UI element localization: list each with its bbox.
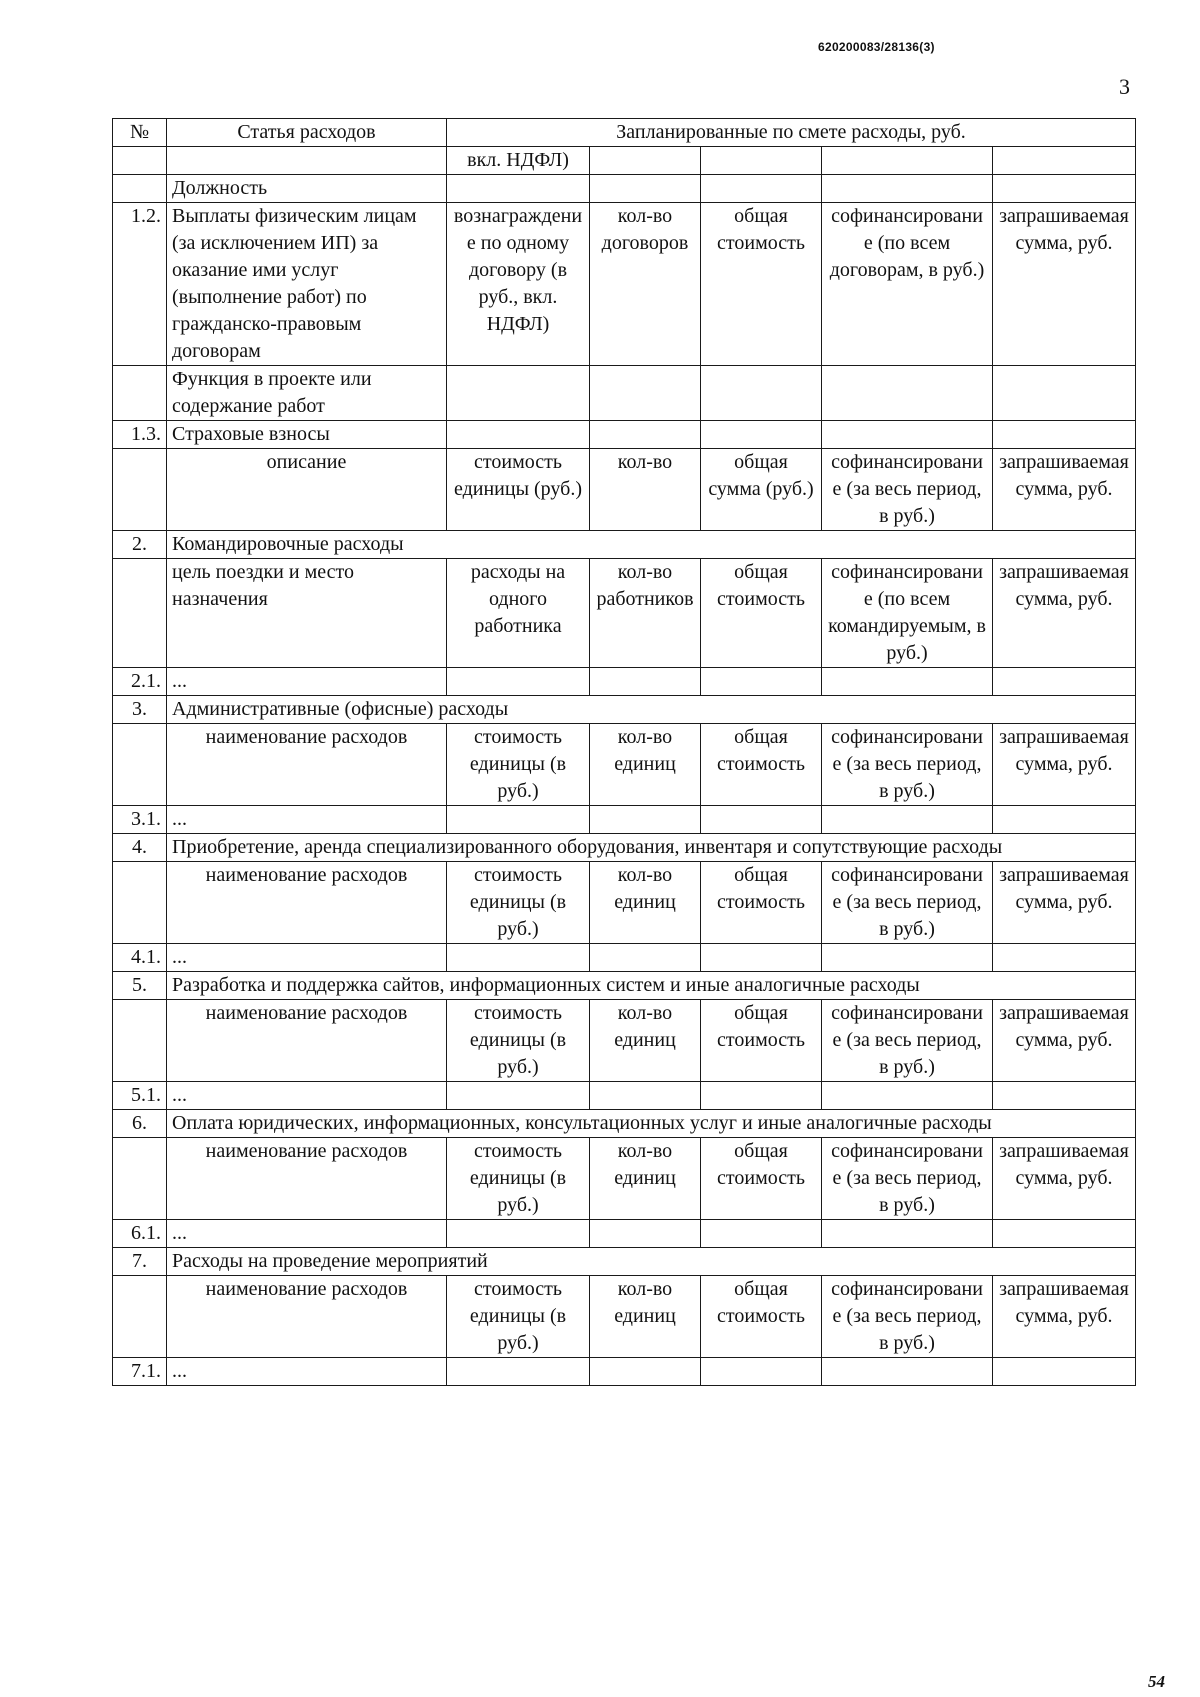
document-id: 620200083/28136(3) [818,40,935,54]
column-total-header: общая стоимость [701,1276,822,1358]
section-title: Выплаты физическим лицам (за исключением ИП) за оказание ими услуг (выполнение работ) по гражданско-правовым договорам [167,203,447,366]
section-number: 7. [113,1248,167,1276]
column-total-header: общая стоимость [701,862,822,944]
section-6-title-row [113,1110,1136,1138]
section-number: 5. [113,972,167,1000]
section-title: Командировочные расходы [167,531,1136,559]
section-title: Расходы на проведение мероприятий [167,1248,1136,1276]
column-requested-header: запрашиваемая сумма, руб. [993,724,1136,806]
column-total-header: общая стоимость [701,559,822,668]
description-header: наименование расходов [167,1000,447,1082]
column-quantity-header: кол-во договоров [590,203,701,366]
section-number: 4. [113,834,167,862]
column-cost-header: стоимость единицы (в руб.) [447,1000,590,1082]
column-total-header: общая стоимость [701,1138,822,1220]
column-item-header: Статья расходов [167,119,447,147]
column-cofinancing-header: софинансирование (за весь период, в руб.) [822,1000,993,1082]
section-number: 6. [113,1110,167,1138]
column-requested-header: запрашиваемая сумма, руб. [993,1000,1136,1082]
section-title: Оплата юридических, информационных, консультационных услуг и иные аналогичные расходы [167,1110,1136,1138]
row-number: 3.1. [113,806,167,834]
description-header: наименование расходов [167,1276,447,1358]
column-requested-header: запрашиваемая сумма, руб. [993,559,1136,668]
section-1-3-title-row [113,421,1136,449]
section-7-title-row [113,1248,1136,1276]
section-title: Разработка и поддержка сайтов, информационных систем и иные аналогичные расходы [167,972,1136,1000]
row-ellipsis: ... [167,668,447,696]
column-quantity-header: кол-во единиц [590,1138,701,1220]
column-cost-header: вознаграждение по одному договору (в руб., вкл. НДФЛ) [447,203,590,366]
section-5-item-row [113,1082,1136,1110]
position-label: Должность [167,175,447,203]
section-number: 3. [113,696,167,724]
row-number: 6.1. [113,1220,167,1248]
row-ellipsis: ... [167,1082,447,1110]
section-4-title-row [113,834,1136,862]
section-4-header-row [113,862,1136,944]
section-7-header-row [113,1276,1136,1358]
section-3-item-row [113,806,1136,834]
column-cofinancing-header: софинансирование (за весь период, в руб.) [822,1276,993,1358]
section-4-item-row [113,944,1136,972]
column-cost-header: стоимость единицы (в руб.) [447,1276,590,1358]
column-cost-header: стоимость единицы (в руб.) [447,724,590,806]
column-requested-header: запрашиваемая сумма, руб. [993,449,1136,531]
section-7-item-row [113,1358,1136,1386]
row-number: 5.1. [113,1082,167,1110]
description-header: цель поездки и место назначения [167,559,447,668]
description-header: описание [167,449,447,531]
table-header-row [113,119,1136,147]
budget-table [112,118,1136,1386]
column-planned-header: Запланированные по смете расходы, руб. [447,119,1136,147]
row-ellipsis: ... [167,1220,447,1248]
page-number: 3 [1119,74,1130,99]
section-2-item-row [113,668,1136,696]
section-1-3-header-row [113,449,1136,531]
column-total-header: общая стоимость [701,203,822,366]
section-title: Административные (офисные) расходы [167,696,1136,724]
column-total-header: общая сумма (руб.) [701,449,822,531]
section-2-header-row [113,559,1136,668]
section-number: 1.3. [113,421,167,449]
section-2-title-row [113,531,1136,559]
section-number: 1.2. [113,203,167,366]
column-quantity-header: кол-во единиц [590,724,701,806]
handwritten-page-mark: 54 [1148,1672,1165,1691]
column-total-header: общая стоимость [701,724,822,806]
section-number: 2. [113,531,167,559]
section-3-title-row [113,696,1136,724]
column-quantity-header: кол-во единиц [590,1000,701,1082]
column-cofinancing-header: софинансирование (за весь период, в руб.) [822,1138,993,1220]
section-title: Страховые взносы [167,421,447,449]
column-requested-header: запрашиваемая сумма, руб. [993,1138,1136,1220]
row-number: 7.1. [113,1358,167,1386]
column-number-header: № [113,119,167,147]
function-label: Функция в проекте или содержание работ [167,366,447,421]
continuation-row [113,147,1136,175]
column-cofinancing-header: софинансирование (за весь период, в руб.) [822,862,993,944]
column-requested-header: запрашиваемая сумма, руб. [993,1276,1136,1358]
position-row [113,175,1136,203]
section-1-2-header-row [113,203,1136,366]
column-quantity-header: кол-во [590,449,701,531]
column-cost-header: расходы на одного работника [447,559,590,668]
section-3-header-row [113,724,1136,806]
row-ellipsis: ... [167,1358,447,1386]
column-cost-header: стоимость единицы (в руб.) [447,1138,590,1220]
section-5-title-row [113,972,1136,1000]
section-1-2-function-row [113,366,1136,421]
section-title: Приобретение, аренда специализированного оборудования, инвентаря и сопутствующие расходы [167,834,1136,862]
column-cofinancing-header: софинансирование (по всем договорам, в руб.) [822,203,993,366]
column-cofinancing-header: софинансирование (за весь период, в руб.) [822,449,993,531]
column-quantity-header: кол-во работников [590,559,701,668]
row-number: 2.1. [113,668,167,696]
column-quantity-header: кол-во единиц [590,862,701,944]
column-cost-header: стоимость единицы (руб.) [447,449,590,531]
section-6-item-row [113,1220,1136,1248]
section-5-header-row [113,1000,1136,1082]
column-requested-header: запрашиваемая сумма, руб. [993,862,1136,944]
row-number: 4.1. [113,944,167,972]
description-header: наименование расходов [167,1138,447,1220]
section-6-header-row [113,1138,1136,1220]
description-header: наименование расходов [167,724,447,806]
description-header: наименование расходов [167,862,447,944]
column-cost-header: стоимость единицы (в руб.) [447,862,590,944]
row-ellipsis: ... [167,944,447,972]
row-ellipsis: ... [167,806,447,834]
column-quantity-header: кол-во единиц [590,1276,701,1358]
column-requested-header: запрашиваемая сумма, руб. [993,203,1136,366]
column-cofinancing-header: софинансирование (за весь период, в руб.) [822,724,993,806]
continuation-cell: вкл. НДФЛ) [447,147,590,175]
column-total-header: общая стоимость [701,1000,822,1082]
column-cofinancing-header: софинансирование (по всем командируемым, в руб.) [822,559,993,668]
